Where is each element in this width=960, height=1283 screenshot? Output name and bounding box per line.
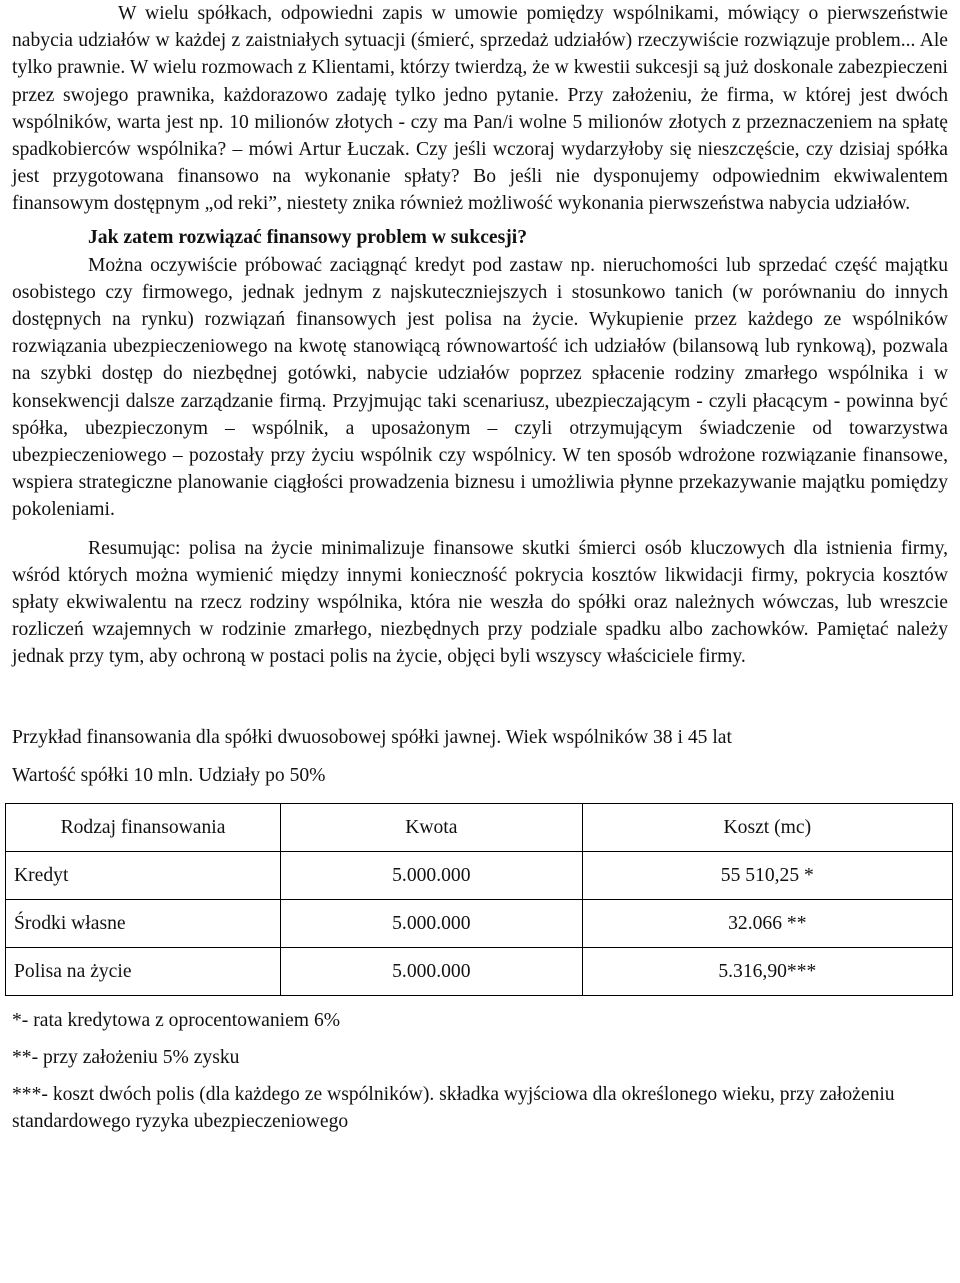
table-cell: Kredyt	[6, 851, 281, 899]
table-cell: Środki własne	[6, 899, 281, 947]
table-header-cell: Koszt (mc)	[582, 803, 952, 851]
section-heading: Jak zatem rozwiązać finansowy problem w sukcesji?	[88, 226, 528, 248]
financing-table	[5, 803, 953, 996]
table-cell: 5.000.000	[281, 899, 583, 947]
footnote-own-funds: **- przy założeniu 5% zysku	[12, 1046, 240, 1068]
table-header-row	[6, 803, 953, 851]
document-page	[12, 0, 948, 1135]
table-cell: 55 510,25 *	[582, 851, 952, 899]
footnote-credit: *- rata kredytowa z oprocentowaniem 6%	[12, 1009, 341, 1031]
footnote-policy: ***- koszt dwóch polis (dla każdego ze wspólników). składka wyjściowa dla określonego wieku, przy założeniu standardowego ryzyka ubezpieczeniowego	[12, 1083, 895, 1132]
paragraph-solution: Można oczywiście próbować zaciągnąć kredyt pod zastaw np. nieruchomości lub sprzedać część majątku osobistego czy firmowego, jednak jednym z najskuteczniejszych i stosunkowo tanich (w porównaniu do innych dostępnych na rynku) rozwiązań finansowych jest polisa na życie. Wykupienie przez każdego ze wspólników rozwiązania ubezpieczeniowego na kwotę stanowiącą równowartość ich udziałów (bilansową lub rynkową), pozwala na szybki dostęp do niezbędnej gotówki, nabycie udziałów poprzez spłacenie rodziny zmarłego wspólnika i w konsekwencji dalsze zarządzanie firmą. Przyjmując taki scenariusz, ubezpieczającym - czyli płacącym - powinna być spółka, ubezpieczonym – wspólnik, a uposażonym – czyli otrzymującym świadczenie od towarzystwa ubezpieczeniowego – pozostały przy życiu wspólnik czy wspólnicy. W ten sposób wdrożone rozwiązanie finansowe, wspiera strategiczne planowanie ciągłości prowadzenia biznesu i umożliwia płynne przekazywanie majątku pomiędzy pokoleniami.	[12, 254, 948, 521]
table-row	[6, 899, 953, 947]
table-cell: 5.000.000	[281, 947, 583, 995]
example-company-value: Wartość spółki 10 mln. Udziały po 50%	[12, 764, 326, 786]
table-cell: 5.316,90***	[582, 947, 952, 995]
table-cell: Polisa na życie	[6, 947, 281, 995]
table-cell: 5.000.000	[281, 851, 583, 899]
table-row	[6, 851, 953, 899]
example-description: Przykład finansowania dla spółki dwuosobowej spółki jawnej. Wiek wspólników 38 i 45 lat	[12, 726, 732, 748]
paragraph-intro: W wielu spółkach, odpowiedni zapis w umowie pomiędzy wspólnikami, mówiący o pierwszeństwie nabycia udziałów w każdej z zaistniałych sytuacji (śmierć, sprzedaż udziałów) rzeczywiście rozwiązuje problem... Ale tylko prawnie. W wielu rozmowach z Klientami, którzy twierdzą, że w kwestii sukcesji są już doskonale zabezpieczeni przez swojego prawnika, każdorazowo zadaję tylko jedno pytanie. Przy założeniu, że firma, w której jest dwóch wspólników, warta jest np. 10 milionów złotych - czy ma Pan/i wolne 5 milionów złotych z przeznaczeniem na spłatę spadkobierców wspólnika? – mówi Artur Łuczak. Czy jeśli wczoraj wydarzyłoby się nieszczęście, czy dzisiaj spółka jest przygotowana finansowo na wykonanie spłaty? Bo jeśli nie dysponujemy odpowiednim ekwiwalentem finansowym dostępnym „od reki”, niestety znika również możliwość wykonania pierwszeństwa nabycia udziałów.	[12, 3, 948, 215]
table-row	[6, 947, 953, 995]
paragraph-summary: Resumując: polisa na życie minimalizuje finansowe skutki śmierci osób kluczowych dla istnienia firmy, wśród których można wymienić między innymi konieczność pokrycia kosztów likwidacji firmy, pokrycia kosztów spłaty ekwiwalentu na rzecz rodziny wspólnika, która nie weszła do spółki oraz należnych wówczas, lub wreszcie rozliczeń wzajemnych w rodzinie zmarłego, niezbędnych przy podziale spadku albo zachowków. Pamiętać należy jednak przy tym, aby ochroną w postaci polis na życie, objęci byli wszyscy właściciele firmy.	[12, 537, 948, 668]
table-header-cell: Rodzaj finansowania	[6, 803, 281, 851]
table-cell: 32.066 **	[582, 899, 952, 947]
table-header-cell: Kwota	[281, 803, 583, 851]
